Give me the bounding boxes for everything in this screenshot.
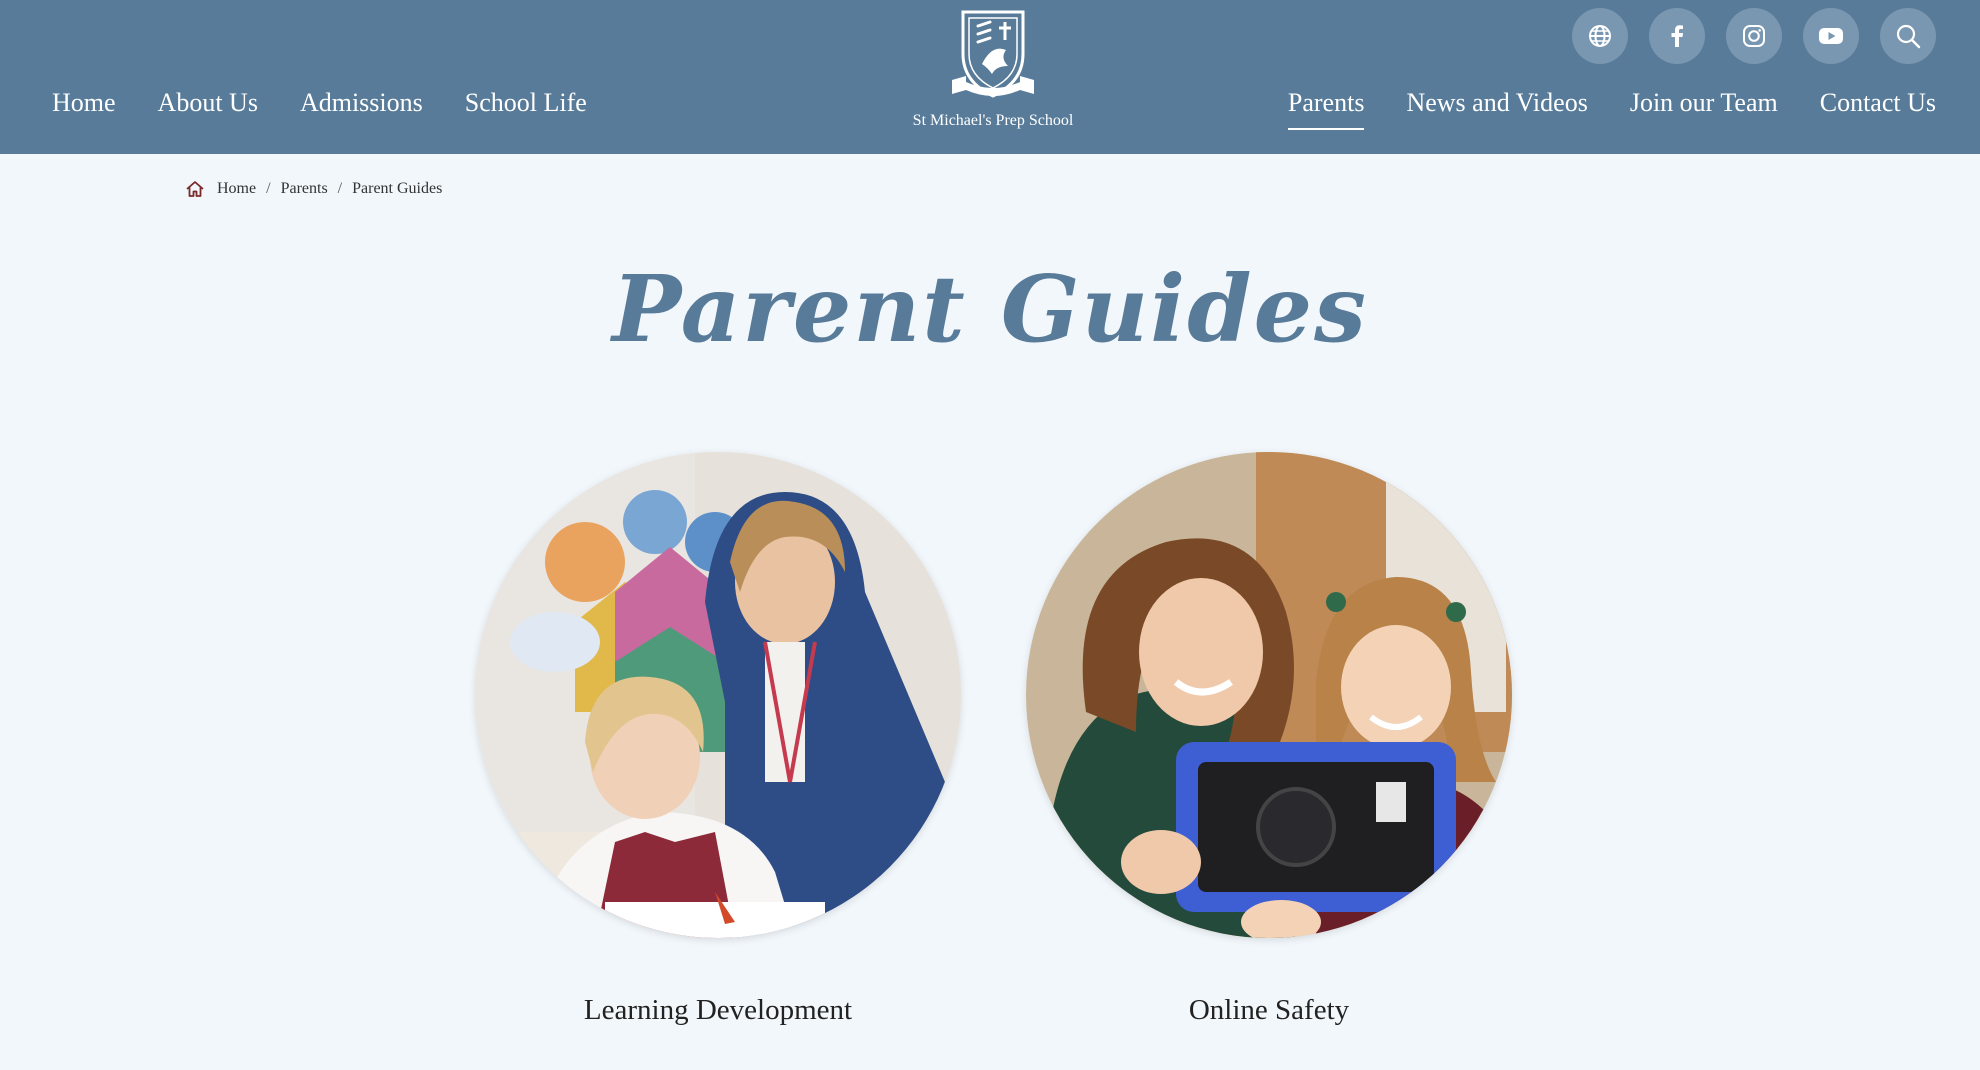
nav-join-our-team[interactable]: Join our Team [1629,88,1778,117]
social-icons [1551,8,1936,64]
facebook-icon [1664,23,1690,49]
breadcrumb-separator: / [266,180,271,197]
breadcrumb [185,179,442,199]
page-title: Parent Guides [612,255,1368,363]
search-icon [1894,22,1922,50]
nav-news-and-videos[interactable]: News and Videos [1406,88,1588,117]
guide-card-learning-development[interactable] [475,452,961,1027]
crest-icon [948,8,1038,104]
site-header [0,0,1980,154]
instagram-icon [1741,23,1767,49]
youtube-button[interactable] [1803,8,1859,64]
card-label[interactable]: Learning Development [583,994,853,1026]
breadcrumb-separator: / [337,180,343,197]
guide-card-online-safety[interactable] [1026,452,1512,1027]
language-button[interactable] [1572,8,1628,64]
search-button[interactable] [1880,8,1936,64]
globe-icon [1587,23,1613,49]
primary-nav-right [1246,88,1936,118]
nav-about-us[interactable]: About Us [157,88,258,117]
breadcrumb-parents[interactable]: Parents [280,180,328,197]
card-label[interactable]: Online Safety [1188,994,1350,1026]
nav-contact-us[interactable]: Contact Us [1819,88,1936,117]
breadcrumb-home[interactable]: Home [217,180,257,197]
facebook-button[interactable] [1649,8,1705,64]
nav-school-life[interactable]: School Life [464,88,587,117]
instagram-button[interactable] [1726,8,1782,64]
nav-parents[interactable]: Parents [1287,88,1365,117]
nav-home[interactable]: Home [52,88,116,117]
nav-admissions[interactable]: Admissions [299,88,423,117]
home-icon[interactable] [185,179,205,199]
breadcrumb-current: Parent Guides [352,180,443,197]
learning-development-photo[interactable] [475,452,961,938]
online-safety-photo[interactable] [1026,452,1512,938]
youtube-icon [1817,22,1845,50]
logo-text: St Michael's Prep School [912,112,1074,129]
primary-nav-left [52,88,629,118]
school-logo[interactable] [890,8,1096,138]
